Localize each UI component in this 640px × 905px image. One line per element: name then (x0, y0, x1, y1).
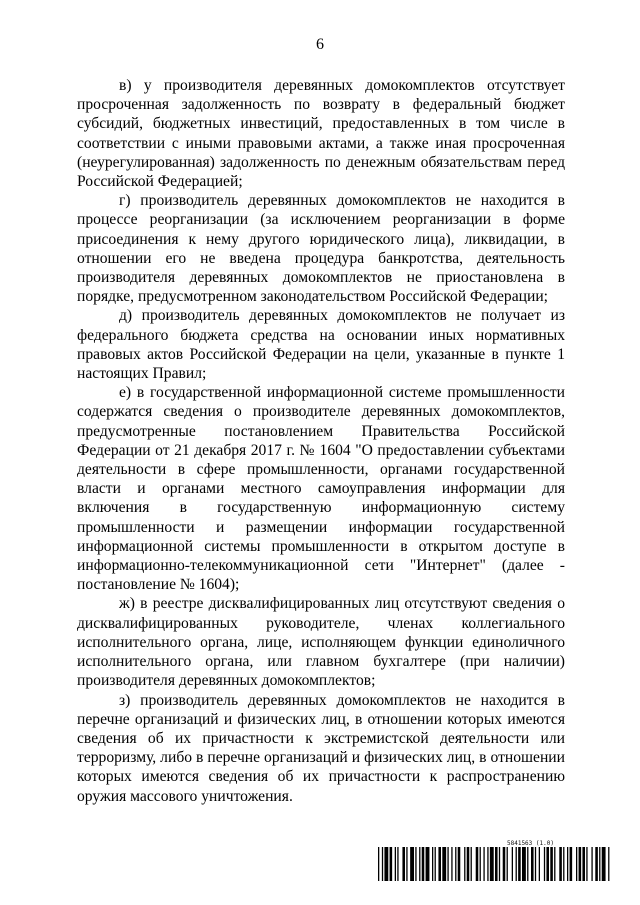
barcode-bar (516, 847, 517, 881)
barcode-bar (438, 847, 441, 881)
barcode-bar (595, 847, 598, 881)
paragraph-g: г) производитель деревянных домокомплектов не находится в процессе реорганизации (за исключением реорганизации в форме присоединения к нему другого юридического лица), ликвидации, в отношении его не введена процедура банкротства, деятельность производителя деревянных домокомплектов не приостановлена в порядке, предусмотренном законодательством Российской Федерации; (77, 192, 565, 306)
paragraph-e: е) в государственной информационной системе промышленности содержатся сведения о производителе деревянных домокомплектов, предусмотренные постановлением Правительства Российской Федерации от 21 декабря 2017 г. № 1604 "О предоставлении субъектами деятельности в сфере промышленности, органами государственной власти и органами местного самоуправления информации для включения в государственную информационную систему промышленности и размещении информации государственной информационной системы промышленности в открытом доступе в информационно-телекоммуникационной сети "Интернет" (далее - постановление № 1604); (77, 384, 565, 594)
barcode-bar (490, 847, 494, 881)
barcode-bar (602, 847, 606, 881)
barcode-bar (563, 847, 564, 881)
barcode-bar (535, 847, 536, 881)
barcode-bar (591, 847, 592, 881)
barcode-bar (544, 847, 545, 881)
barcode-bar (554, 847, 555, 881)
barcode-bar (410, 847, 414, 881)
barcode-bar (447, 847, 448, 881)
barcode-bar (471, 847, 472, 881)
barcode-bar (582, 847, 585, 881)
barcode-bar (422, 847, 425, 881)
barcode-bar (586, 847, 587, 881)
barcode-bar (531, 847, 534, 881)
barcode-bar (419, 847, 420, 881)
barcode-bar (522, 847, 526, 881)
barcode-bar (499, 847, 500, 881)
barcode-bar (527, 847, 528, 881)
barcode-bar (518, 847, 521, 881)
barcode-bar (378, 847, 379, 881)
barcode-bar (467, 847, 470, 881)
barcode-bar (507, 847, 508, 881)
barcode-bar (539, 847, 540, 881)
barcode-bar (567, 847, 568, 881)
paragraph-d: д) производитель деревянных домокомплектов не получает из федерального бюджета средства на основании иных нормативных правовых актов Российской Федерации на цели, указанные в пункте 1 настоящих Правил; (77, 307, 565, 383)
paragraph-zh: ж) в реестре дисквалифицированных лиц отсутствуют сведения о дисквалифицированных руководителе, членах коллегиального исполнительного органа, лице, исполняющем функции единоличного исполнительного органа, или главном бухгалтере (при наличии) производителя деревянных домокомплектов; (77, 595, 565, 690)
barcode-bar (550, 847, 553, 881)
barcode-bar (480, 847, 481, 881)
barcode-bar (415, 847, 416, 881)
barcode-bar (390, 847, 393, 881)
barcode-bar (384, 847, 388, 881)
barcode-bar (435, 847, 436, 881)
barcode-bar (458, 847, 461, 881)
barcode-bar (406, 847, 407, 881)
barcode-bar (483, 847, 484, 881)
barcode-bar (503, 847, 506, 881)
page-number: 6 (316, 36, 324, 53)
barcode-bar (476, 847, 479, 881)
barcode-bar (442, 847, 446, 881)
barcode-bar (512, 847, 513, 881)
barcode-bar (487, 847, 488, 881)
barcode-bar (599, 847, 600, 881)
barcode-bar (579, 847, 582, 881)
barcode-bar (608, 847, 609, 881)
barcode-bar (397, 847, 398, 881)
paragraph-z: з) производитель деревянных домокомплектов не находится в перечне организаций и физических лиц, в отношении которых имеются сведения об их причастности к экстремистской деятельности или терроризму, либо в перечне организаций и физических лиц, в отношении которых имеются сведения об их причастности к распространению оружия массового уничтожения. (77, 691, 565, 805)
document-body (77, 76, 565, 806)
barcode-bar (432, 847, 433, 881)
barcode-bar (576, 847, 577, 881)
barcode-bar (402, 847, 405, 881)
barcode-bar (395, 847, 396, 881)
barcode-bar (451, 847, 452, 881)
barcode-bar (464, 847, 465, 881)
barcode-bar (570, 847, 573, 881)
barcode-bar (455, 847, 456, 881)
document-code: 5841563 (1.0) (507, 840, 554, 847)
barcode-bar (495, 847, 498, 881)
paragraph-v: в) у производителя деревянных домокомплектов отсутствует просроченная задолженность по возврату в федеральный бюджет субсидий, бюджетных инвестиций, предоставленных в том числе в соответствии с иными правовыми актами, а также иная просроченная (неурегулированная) задолженность по денежным обязательствам перед Российской Федерацией; (77, 77, 565, 191)
barcode-bar (546, 847, 549, 881)
barcode-bar (559, 847, 562, 881)
barcode-bar (382, 847, 383, 881)
barcode-image (378, 847, 612, 881)
barcode-bar (426, 847, 430, 881)
